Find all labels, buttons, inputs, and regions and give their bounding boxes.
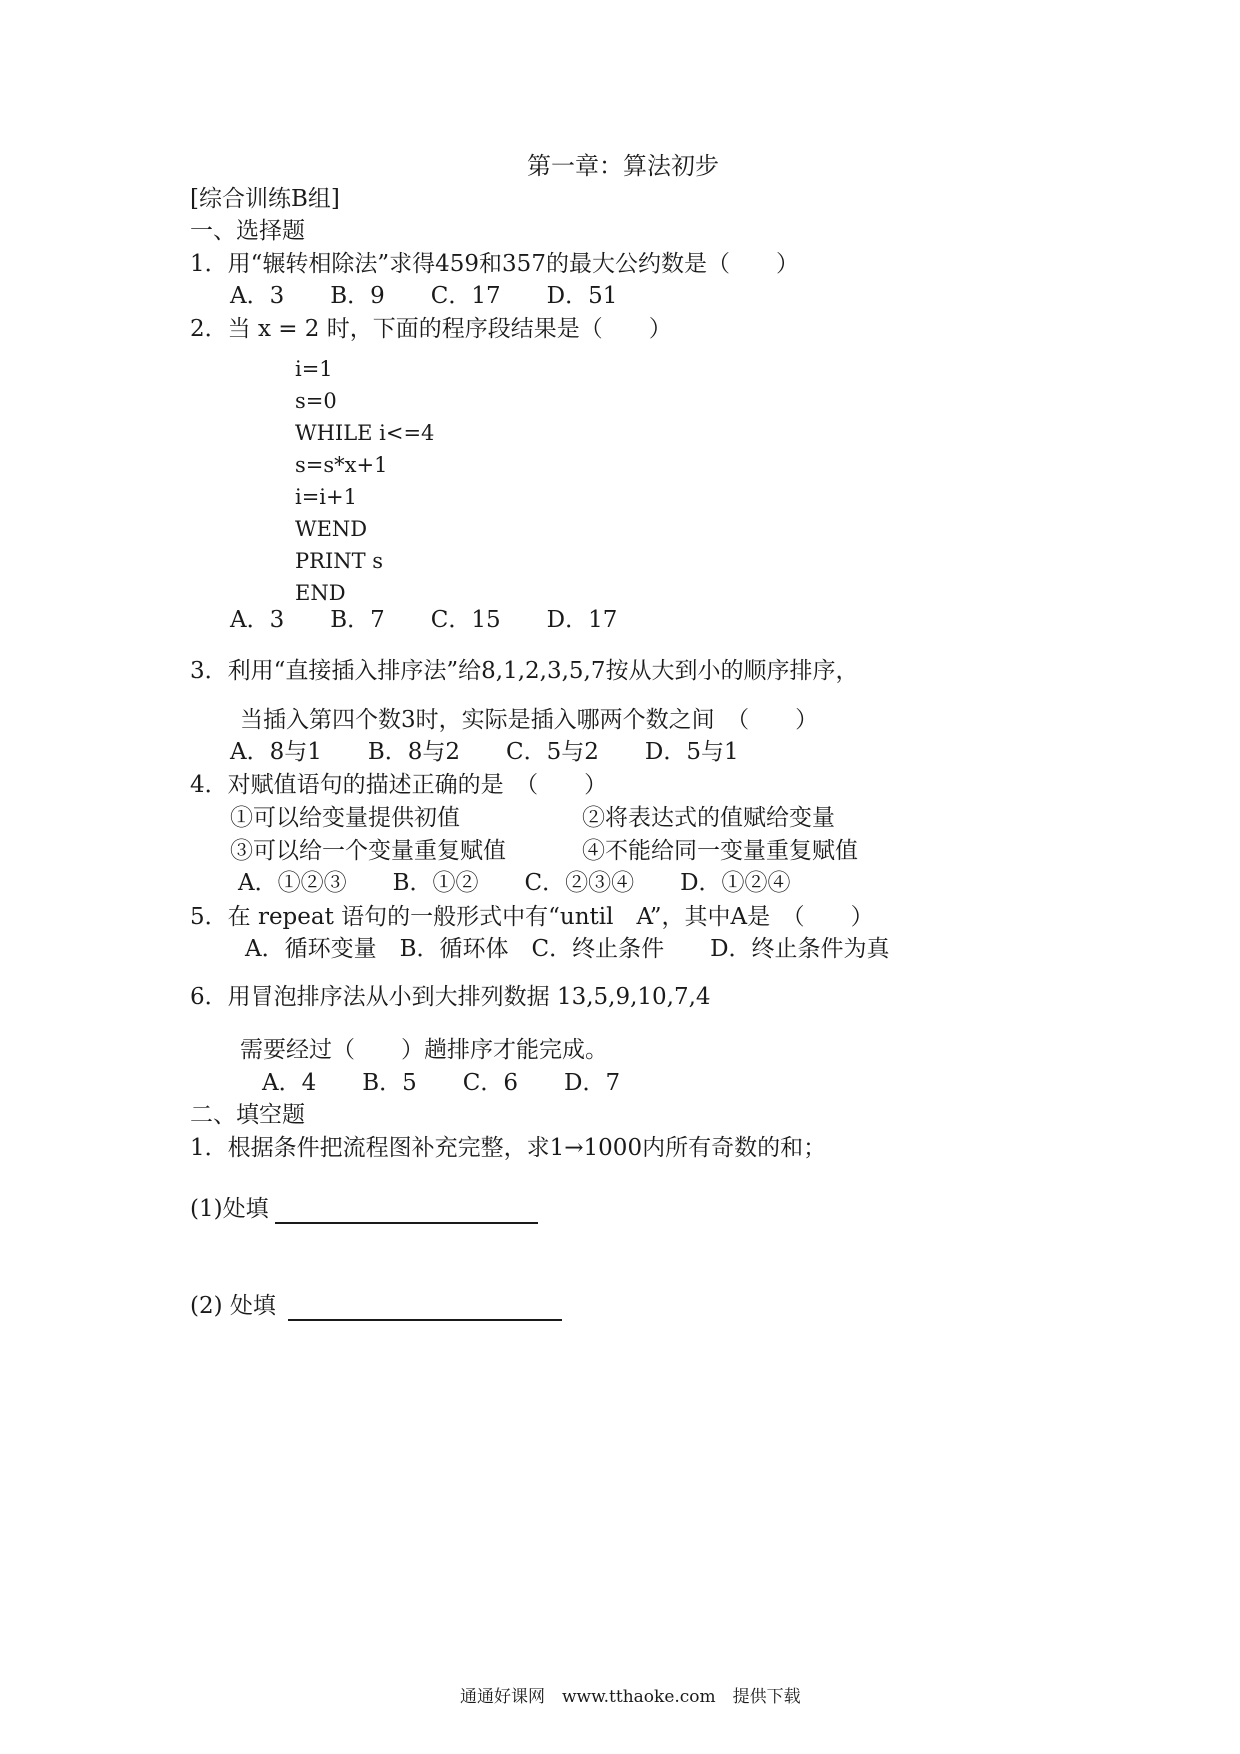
question-3-stem-continued: 当插入第四个数3时，实际是插入哪两个数之间 （ ） [240,707,819,733]
question-4-statement-1: ①可以给变量提供初值 [230,805,460,831]
question-6-stem: 6．用冒泡排序法从小到大排列数据 13,5,9,10,7,4 [190,984,711,1010]
question-1-stem: 1．用“辗转相除法”求得459和357的最大公约数是（ ） [190,251,799,277]
question-2-options: A．3 B．7 C．15 D．17 [230,607,618,633]
blank-1-label: (1)处填 [190,1196,269,1222]
blank-1-line[interactable] [275,1222,538,1224]
fill-question-1-stem: 1．根据条件把流程图补充完整，求1→1000内所有奇数的和； [190,1135,827,1161]
question-4-statement-3: ③可以给一个变量重复赋值 [230,838,506,864]
section-heading-fill: 二、填空题 [190,1102,305,1128]
question-4-stem: 4．对赋值语句的描述正确的是 （ ） [190,772,608,798]
code-line: END [295,581,346,605]
question-4-options: A．①②③ B．①② C．②③④ D．①②④ [238,870,791,896]
question-5-stem: 5．在 repeat 语句的一般形式中有“until A”，其中A是 （ ） [190,904,874,930]
question-1-options: A．3 B．9 C．17 D．51 [230,283,618,309]
code-line: s=0 [295,389,337,413]
code-line: i=i+1 [295,485,357,509]
question-6-stem-continued: 需要经过（ ）趟排序才能完成。 [240,1037,608,1063]
question-3-stem: 3．利用“直接插入排序法”给8,1,2,3,5,7按从大到小的顺序排序， [190,658,859,684]
question-4-statement-2: ②将表达式的值赋给变量 [582,805,835,831]
code-line: WHILE i<=4 [295,421,435,445]
section-heading-choice: 一、选择题 [190,218,305,244]
footer-source: 通通好课网 www.tthaoke.com 提供下载 [460,1687,801,1707]
code-line: WEND [295,517,368,541]
code-line: i=1 [295,357,333,381]
blank-2-line[interactable] [288,1319,562,1321]
question-6-options: A．4 B．5 C．6 D．7 [262,1070,621,1096]
group-label: [综合训练B组] [190,186,340,212]
code-line: s=s*x+1 [295,453,388,477]
question-4-statement-4: ④不能给同一变量重复赋值 [582,838,858,864]
code-line: PRINT s [295,549,384,573]
blank-2-label: (2) 处填 [190,1293,276,1319]
question-5-options: A．循环变量 B．循环体 C．终止条件 D．终止条件为真 [245,936,890,962]
question-3-options: A．8与1 B．8与2 C．5与2 D．5与1 [230,739,739,765]
page-title: 第一章：算法初步 [527,152,719,180]
question-2-stem: 2．当 x = 2 时，下面的程序段结果是（ ） [190,316,672,342]
